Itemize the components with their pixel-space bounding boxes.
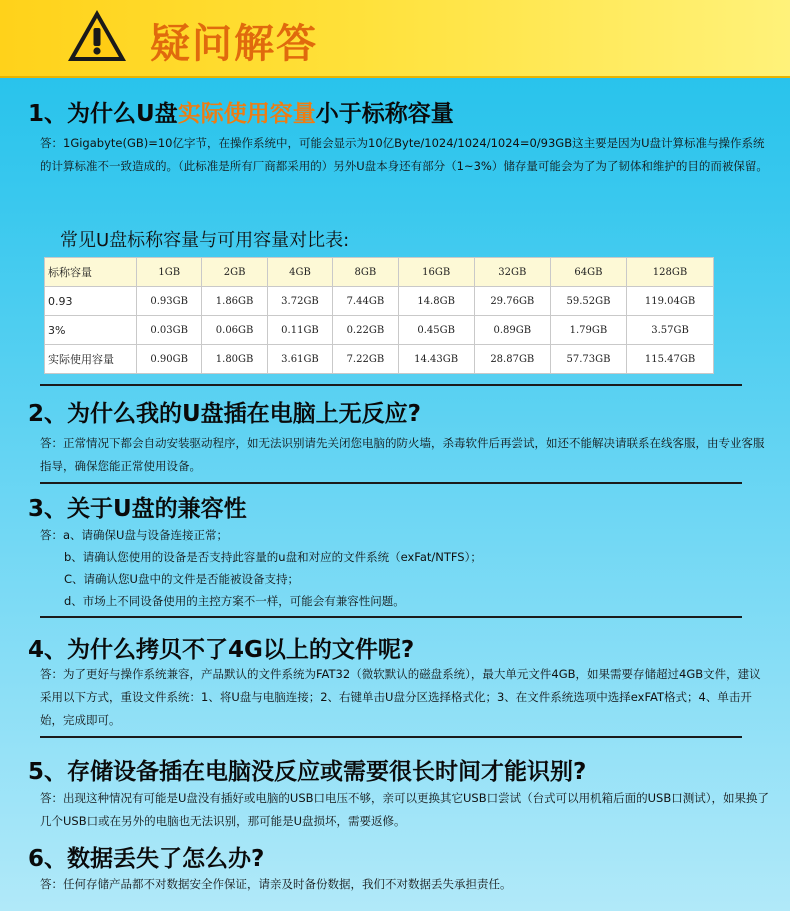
warning-icon	[66, 8, 128, 64]
table-cell: 14.8GB	[398, 287, 474, 316]
row-label-cell: 0.93	[45, 287, 137, 316]
question-1-title: 1、为什么U盘实际使用容量小于标称容量	[28, 101, 454, 127]
header-banner	[0, 0, 790, 78]
table-cell: 0.22GB	[333, 316, 398, 345]
table-cell: 28.87GB	[474, 345, 550, 374]
table-row	[45, 287, 714, 316]
answer-5: 答：出现这种情况有可能是U盘没有插好或电脑的USB口电压不够，亲可以更换其它USB口尝试（台式可以用机箱后面的USB口测试），如果换了几个USB口或在另外的电脑也无法识别，那可能是U盘损坏，需要返修。	[40, 791, 769, 828]
answer-1: 答：1Gigabyte(GB)=10亿字节，在操作系统中，可能会显示为10亿Byte/1024/1024/1024=0/93GB这主要是因为U盘计算标准与操作系统的计算标准不一致造成的。（此标准是所有厂商都采用的）另外U盘本身还有部分（1~3%）储存量可能会为了为了韧体和维护的目的而被保留。	[40, 136, 768, 173]
table-cell: 29.76GB	[474, 287, 550, 316]
page-title: 疑问解答	[150, 20, 318, 67]
table-cell: 2GB	[202, 258, 267, 287]
table-cell: 128GB	[627, 258, 714, 287]
table-cell: 1.80GB	[202, 345, 267, 374]
answer-6: 答：任何存储产品都不对数据安全作保证，请亲及时备份数据，我们不对数据丢失承担责任。	[40, 877, 512, 891]
table-title: 常见U盘标称容量与可用容量对比表:	[60, 230, 350, 251]
table-cell: 1GB	[137, 258, 202, 287]
table-cell: 1.86GB	[202, 287, 267, 316]
table-cell: 57.73GB	[550, 345, 626, 374]
table-cell: 64GB	[550, 258, 626, 287]
table-cell: 0.06GB	[202, 316, 267, 345]
answer-3-item-b: b、请确认您使用的设备是否支持此容量的u盘和对应的文件系统（exFat/NTFS）；	[64, 550, 482, 564]
question-1-highlight: 实际使用容量	[177, 101, 316, 127]
table-cell: 1.79GB	[550, 316, 626, 345]
table-cell: 16GB	[398, 258, 474, 287]
question-3-title: 3、关于U盘的兼容性	[28, 496, 247, 522]
answer-4: 答：为了更好与操作系统兼容，产品默认的文件系统为FAT32（微软默认的磁盘系统），最大单元文件4GB，如果需要存储超过4GB文件，建议采用以下方式，重设文件系统：1、将U盘与电脑连接；2、右键单击U盘分区选择格式化；3、在文件系统选项中选择exFAT格式；4、单击开始，完成即可。	[40, 667, 761, 727]
divider	[40, 482, 742, 484]
table-cell: 0.11GB	[267, 316, 332, 345]
answer-3-item-c: C、请确认您U盘中的文件是否能被设备支持；	[64, 572, 299, 586]
table-cell: 3.57GB	[627, 316, 714, 345]
table-cell: 59.52GB	[550, 287, 626, 316]
table-row	[45, 345, 714, 374]
table-cell: 0.03GB	[137, 316, 202, 345]
question-5-title: 5、存储设备插在电脑没反应或需要很长时间才能识别?	[28, 759, 587, 785]
row-label-cell: 标称容量	[45, 258, 137, 287]
divider	[40, 616, 742, 618]
question-2-title: 2、为什么我的U盘插在电脑上无反应?	[28, 401, 422, 427]
divider	[40, 384, 742, 386]
answer-2: 答：正常情况下都会自动安装驱动程序，如无法识别请先关闭您电脑的防火墙，杀毒软件后再尝试，如还不能解决请联系在线客服，由专业客服指导，确保您能正常使用设备。	[40, 436, 765, 473]
table-cell: 14.43GB	[398, 345, 474, 374]
table-cell: 0.93GB	[137, 287, 202, 316]
question-6-title: 6、数据丢失了怎么办?	[28, 846, 265, 872]
table-cell: 3.61GB	[267, 345, 332, 374]
table-cell: 115.47GB	[627, 345, 714, 374]
table-cell: 32GB	[474, 258, 550, 287]
row-label-cell: 实际使用容量	[45, 345, 137, 374]
table-cell: 7.22GB	[333, 345, 398, 374]
divider	[40, 736, 742, 738]
question-4-title: 4、为什么拷贝不了4G以上的文件呢?	[28, 637, 415, 663]
table-row	[45, 258, 714, 287]
table-row	[45, 316, 714, 345]
table-cell: 0.45GB	[398, 316, 474, 345]
answer-3-item-a: 答：a、请确保U盘与设备连接正常；	[40, 528, 228, 542]
table-cell: 119.04GB	[627, 287, 714, 316]
table-cell: 0.89GB	[474, 316, 550, 345]
answer-3-item-d: d、市场上不同设备使用的主控方案不一样，可能会有兼容性问题。	[64, 594, 405, 608]
table-cell: 8GB	[333, 258, 398, 287]
capacity-table	[44, 257, 714, 374]
table-cell: 0.90GB	[137, 345, 202, 374]
table-cell: 7.44GB	[333, 287, 398, 316]
row-label-cell: 3%	[45, 316, 137, 345]
table-cell: 4GB	[267, 258, 332, 287]
table-cell: 3.72GB	[267, 287, 332, 316]
